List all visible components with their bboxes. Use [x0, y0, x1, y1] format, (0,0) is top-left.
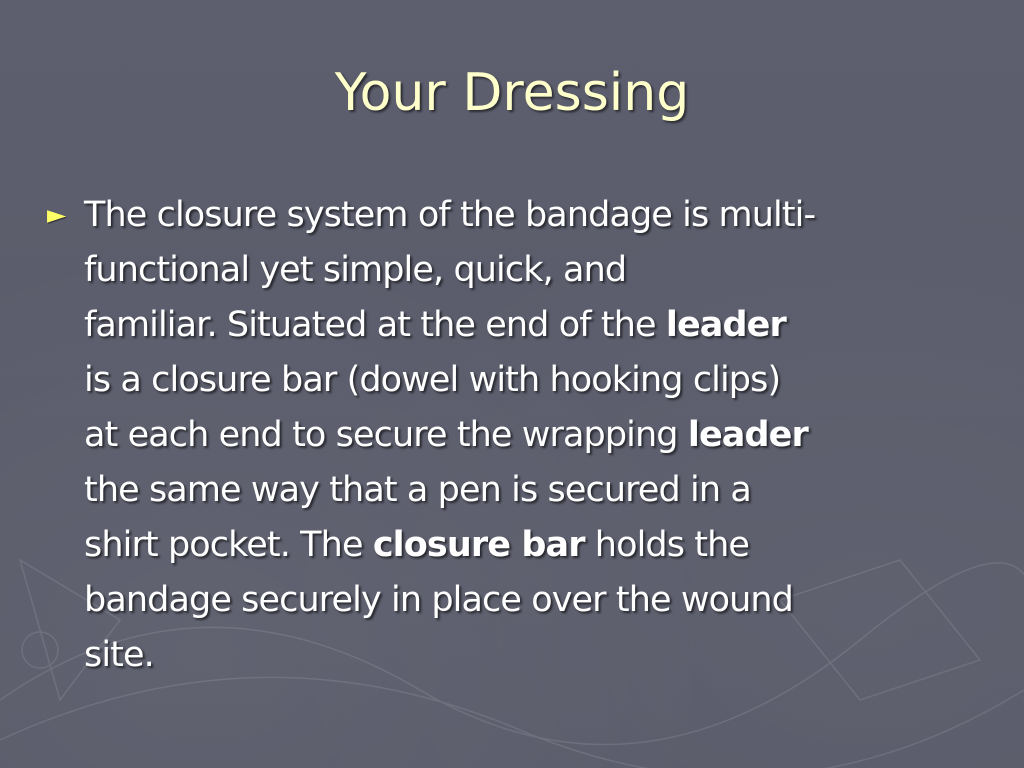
body-line-2: functional yet simple, quick, and [84, 250, 627, 290]
bg-circle [22, 632, 58, 668]
body-line-6: the same way that a pen is secured in a [84, 470, 751, 510]
body-line-3 [84, 298, 974, 353]
bold-term-leader: leader [665, 305, 786, 345]
body-line-7 [84, 518, 974, 573]
body-line-5 [84, 408, 974, 463]
body-line-8: bandage securely in place over the wound [84, 580, 793, 620]
body-text-segment: holds the [584, 525, 750, 565]
bullet-arrow-icon: ► [47, 200, 67, 229]
body-line-9: site. [84, 635, 154, 675]
body-line-1: The closure system of the bandage is multi- [84, 195, 816, 235]
body-line-4: is a closure bar (dowel with hooking clips) [84, 360, 781, 400]
bg-curve-2 [0, 677, 1024, 768]
slide-title: Your Dressing [334, 63, 690, 123]
bold-term-closure-bar: closure bar [372, 525, 585, 565]
bullet-paragraph [84, 188, 974, 683]
body-text-segment: shirt pocket. The [84, 525, 373, 565]
body-text-segment: at each end to secure the wrapping [84, 415, 688, 455]
body-text-segment: familiar. Situated at the end of the [84, 305, 666, 345]
bold-term-leader: leader [687, 415, 808, 455]
